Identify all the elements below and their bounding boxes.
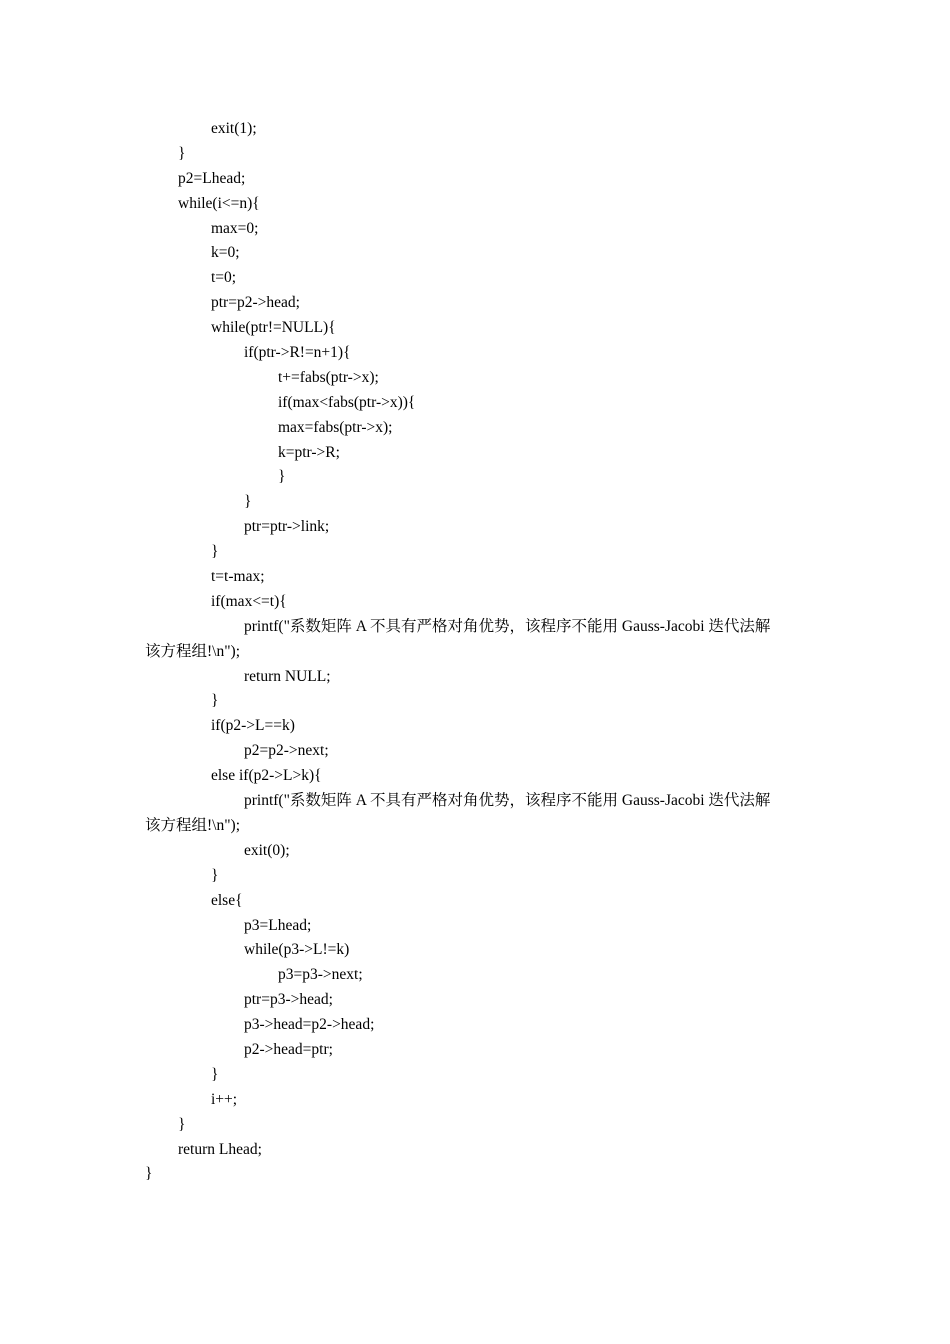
code-line: } (211, 1065, 219, 1083)
code-line: t+=fabs(ptr->x); (278, 368, 379, 386)
code-line: if(max<=t){ (211, 592, 287, 610)
code-line: while(p3->L!=k) (244, 941, 350, 959)
code-line: p2=Lhead; (178, 169, 246, 187)
code-listing (145, 117, 815, 1187)
code-line: ptr=ptr->link; (244, 518, 330, 536)
code-line: p2=p2->next; (244, 742, 329, 760)
code-line: p3->head=p2->head; (244, 1016, 375, 1034)
code-line: i++; (211, 1090, 238, 1108)
code-line: } (178, 144, 186, 162)
code-line: } (178, 1115, 186, 1133)
code-line: ptr=p3->head; (244, 991, 333, 1009)
code-line: t=0; (211, 269, 237, 287)
code-line: return Lhead; (178, 1140, 262, 1158)
code-line: else{ (211, 891, 243, 909)
code-line: exit(0); (244, 841, 290, 859)
code-line: else if(p2->L>k){ (211, 767, 322, 785)
code-line: if(max<fabs(ptr->x)){ (278, 393, 416, 411)
code-line: } (244, 493, 252, 511)
code-line: p3=Lhead; (244, 916, 312, 934)
code-line: printf("系数矩阵 A 不具有严格对角优势，该程序不能用 Gauss-Jacobi 迭代法解 (244, 617, 771, 635)
code-line: return NULL; (244, 667, 331, 685)
code-line: if(ptr->R!=n+1){ (244, 344, 351, 362)
code-line: if(p2->L==k) (211, 717, 295, 735)
code-line: } (211, 543, 219, 561)
code-line: t=t-max; (211, 568, 265, 586)
code-line: } (278, 468, 286, 486)
code-line: exit(1); (211, 120, 257, 137)
code-line: k=ptr->R; (278, 443, 340, 461)
code-line: 该方程组!\n"); (145, 642, 241, 660)
code-line: k=0; (211, 244, 240, 262)
code-line: while(ptr!=NULL){ (211, 319, 336, 337)
code-line: } (145, 1165, 153, 1183)
code-line: } (211, 866, 219, 884)
code-line: printf("系数矩阵 A 不具有严格对角优势，该程序不能用 Gauss-Jacobi 迭代法解 (244, 792, 771, 810)
code-line: p2->head=ptr; (244, 1040, 333, 1058)
code-line: } (211, 692, 219, 710)
code-line: 该方程组!\n"); (145, 816, 241, 834)
code-line: max=fabs(ptr->x); (278, 418, 393, 436)
code-line: p3=p3->next; (278, 966, 363, 984)
code-line: while(i<=n){ (178, 194, 260, 212)
code-line: ptr=p2->head; (211, 294, 300, 312)
code-line: max=0; (211, 219, 259, 237)
